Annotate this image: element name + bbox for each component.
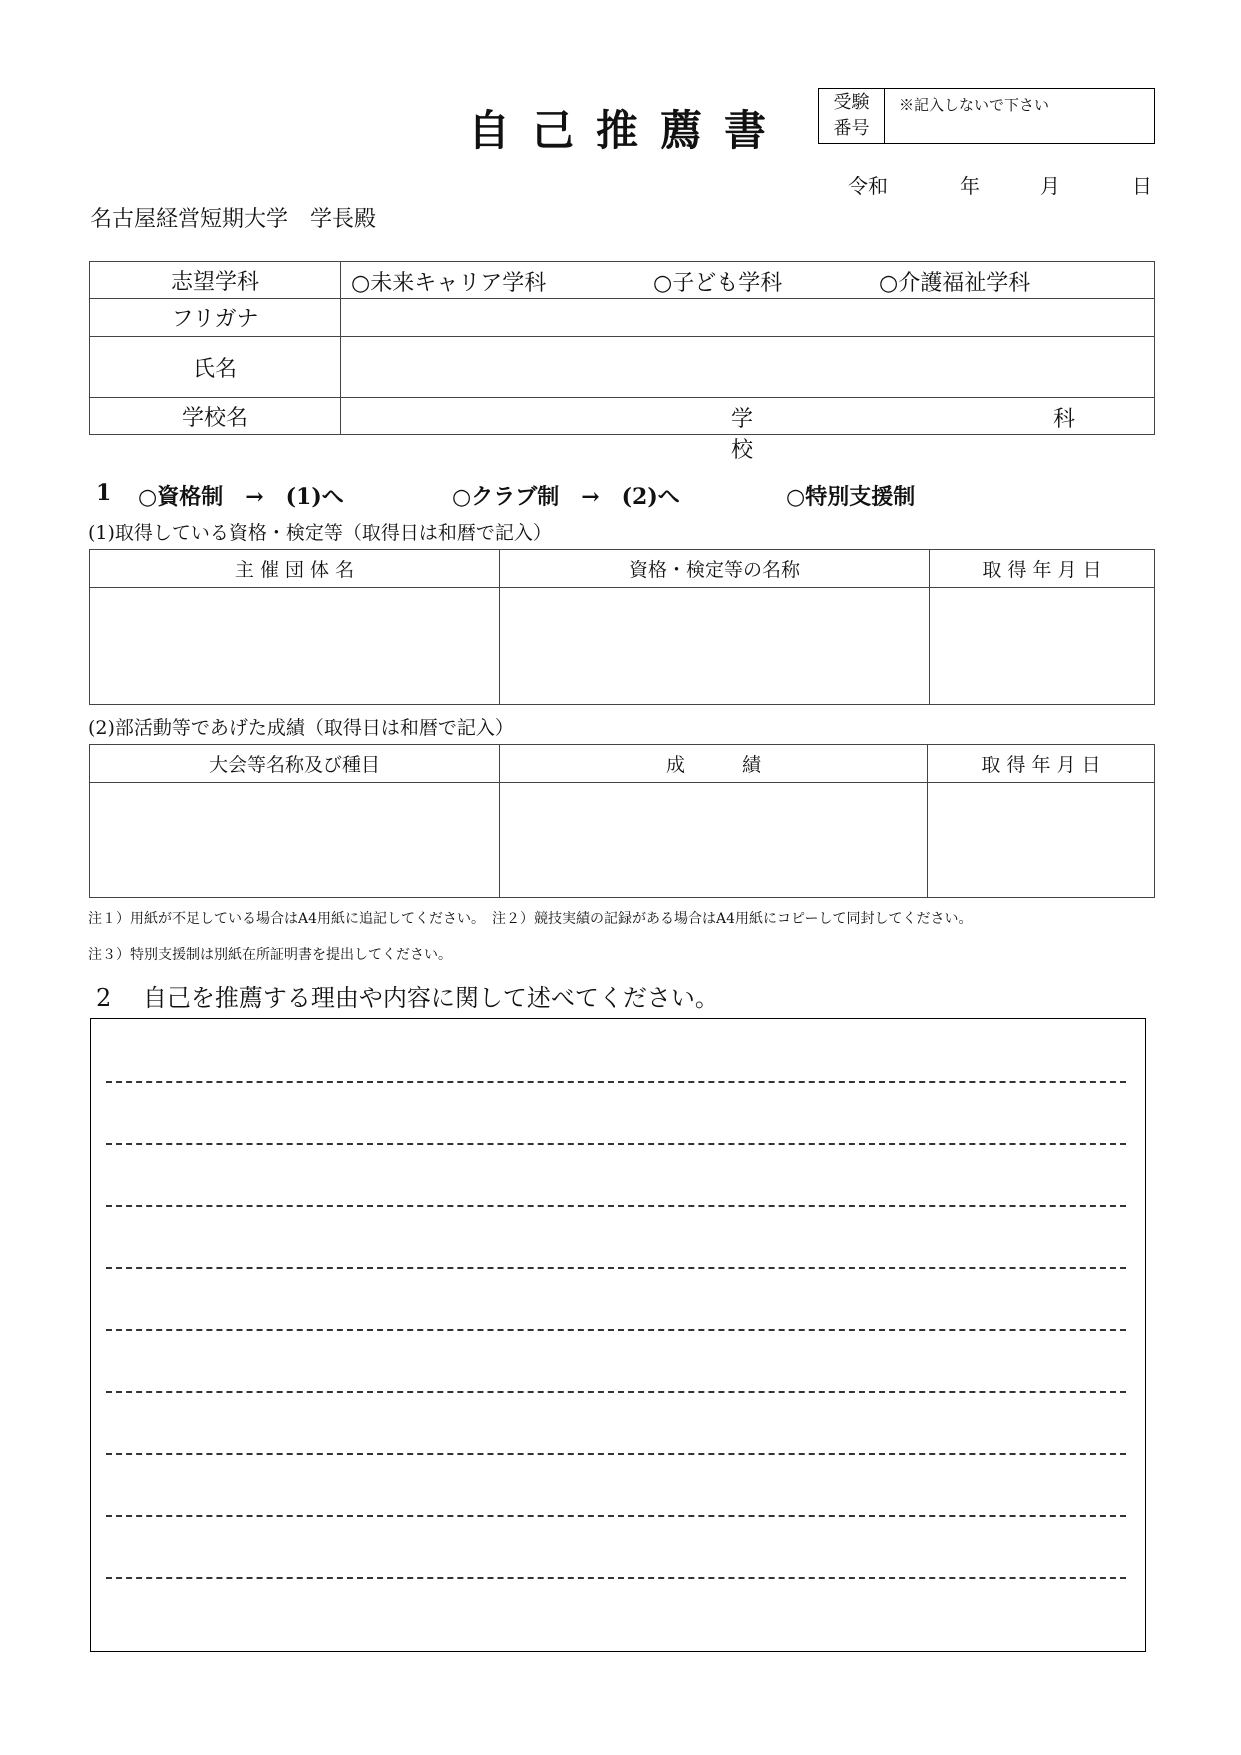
name-field[interactable]	[341, 337, 1155, 398]
department-option-care-welfare[interactable]: ○介護福祉学科	[879, 271, 1031, 296]
furigana-field[interactable]	[341, 299, 1155, 337]
note-3: 注３）特別支援制は別紙在所証明書を提出してください。	[88, 947, 452, 963]
col-organizer: 主 催 団 体 名	[90, 550, 500, 588]
club-results-table	[89, 744, 1155, 898]
col-qualification-name: 資格・検定等の名称	[500, 550, 930, 588]
essay-line	[106, 1329, 1126, 1331]
essay-line	[106, 1143, 1126, 1145]
qualifications-table	[89, 549, 1155, 705]
essay-box[interactable]	[90, 1018, 1146, 1652]
department-options	[341, 262, 1155, 299]
essay-line	[106, 1205, 1126, 1207]
option-qualification[interactable]: ○資格制 → (1)へ	[138, 484, 344, 510]
addressee: 名古屋経営短期大学 学長殿	[90, 207, 377, 232]
date-year: 年	[960, 174, 980, 198]
name-label: 氏名	[90, 337, 341, 398]
exam-number-box	[818, 88, 1155, 144]
course-suffix: 科	[1053, 407, 1076, 432]
col-result: 成 績	[500, 745, 928, 783]
result-date-field[interactable]	[928, 783, 1155, 898]
section1-number: 1	[96, 480, 112, 506]
department-option-children[interactable]: ○子ども学科	[653, 271, 783, 296]
exam-number-label: 受験 番号	[819, 89, 885, 143]
result-field[interactable]	[500, 783, 928, 898]
page-title: 自己推薦書	[468, 106, 789, 155]
department-option-future-career[interactable]: ○未来キャリア学科	[351, 271, 547, 296]
acquired-date-field[interactable]	[930, 588, 1155, 705]
date-day: 日	[1132, 174, 1152, 198]
option-club[interactable]: ○クラブ制 → (2)へ	[452, 484, 680, 510]
essay-line	[106, 1515, 1126, 1517]
organizer-field[interactable]	[90, 588, 500, 705]
section2-text: 自己を推薦する理由や内容に関して述べてください。	[142, 984, 719, 1012]
exam-number-field[interactable]: ※記入しないで下さい	[899, 96, 1050, 114]
col-result-date: 取 得 年 月 日	[928, 745, 1155, 783]
essay-line	[106, 1391, 1126, 1393]
school-field[interactable]	[341, 398, 1155, 463]
department-label: 志望学科	[90, 262, 341, 299]
section2-heading	[96, 978, 719, 1013]
qualifications-heading: (1)取得している資格・検定等（取得日は和暦で記入）	[88, 522, 552, 544]
col-competition: 大会等名称及び種目	[90, 745, 500, 783]
essay-line	[106, 1453, 1126, 1455]
applicant-info-table	[89, 261, 1155, 463]
section2-number: 2	[96, 984, 112, 1012]
essay-line	[106, 1577, 1126, 1579]
essay-line	[106, 1267, 1126, 1269]
date-era: 令和	[848, 174, 888, 198]
option-special-support[interactable]: ○特別支援制	[786, 484, 916, 510]
qualification-name-field[interactable]	[500, 588, 930, 705]
col-acquired-date: 取 得 年 月 日	[930, 550, 1155, 588]
furigana-label: フリガナ	[90, 299, 341, 337]
competition-field[interactable]	[90, 783, 500, 898]
note-1-2: 注１）用紙が不足している場合はA4用紙に追記してください。 注２）競技実績の記録がある場合はA4用紙にコピーして同封してください。	[88, 911, 973, 927]
school-label: 学校名	[90, 398, 341, 435]
club-results-heading: (2)部活動等であげた成績（取得日は和暦で記入）	[88, 717, 514, 739]
essay-line	[106, 1081, 1126, 1083]
date-month: 月	[1040, 174, 1060, 198]
school-suffix: 学校	[731, 407, 754, 463]
